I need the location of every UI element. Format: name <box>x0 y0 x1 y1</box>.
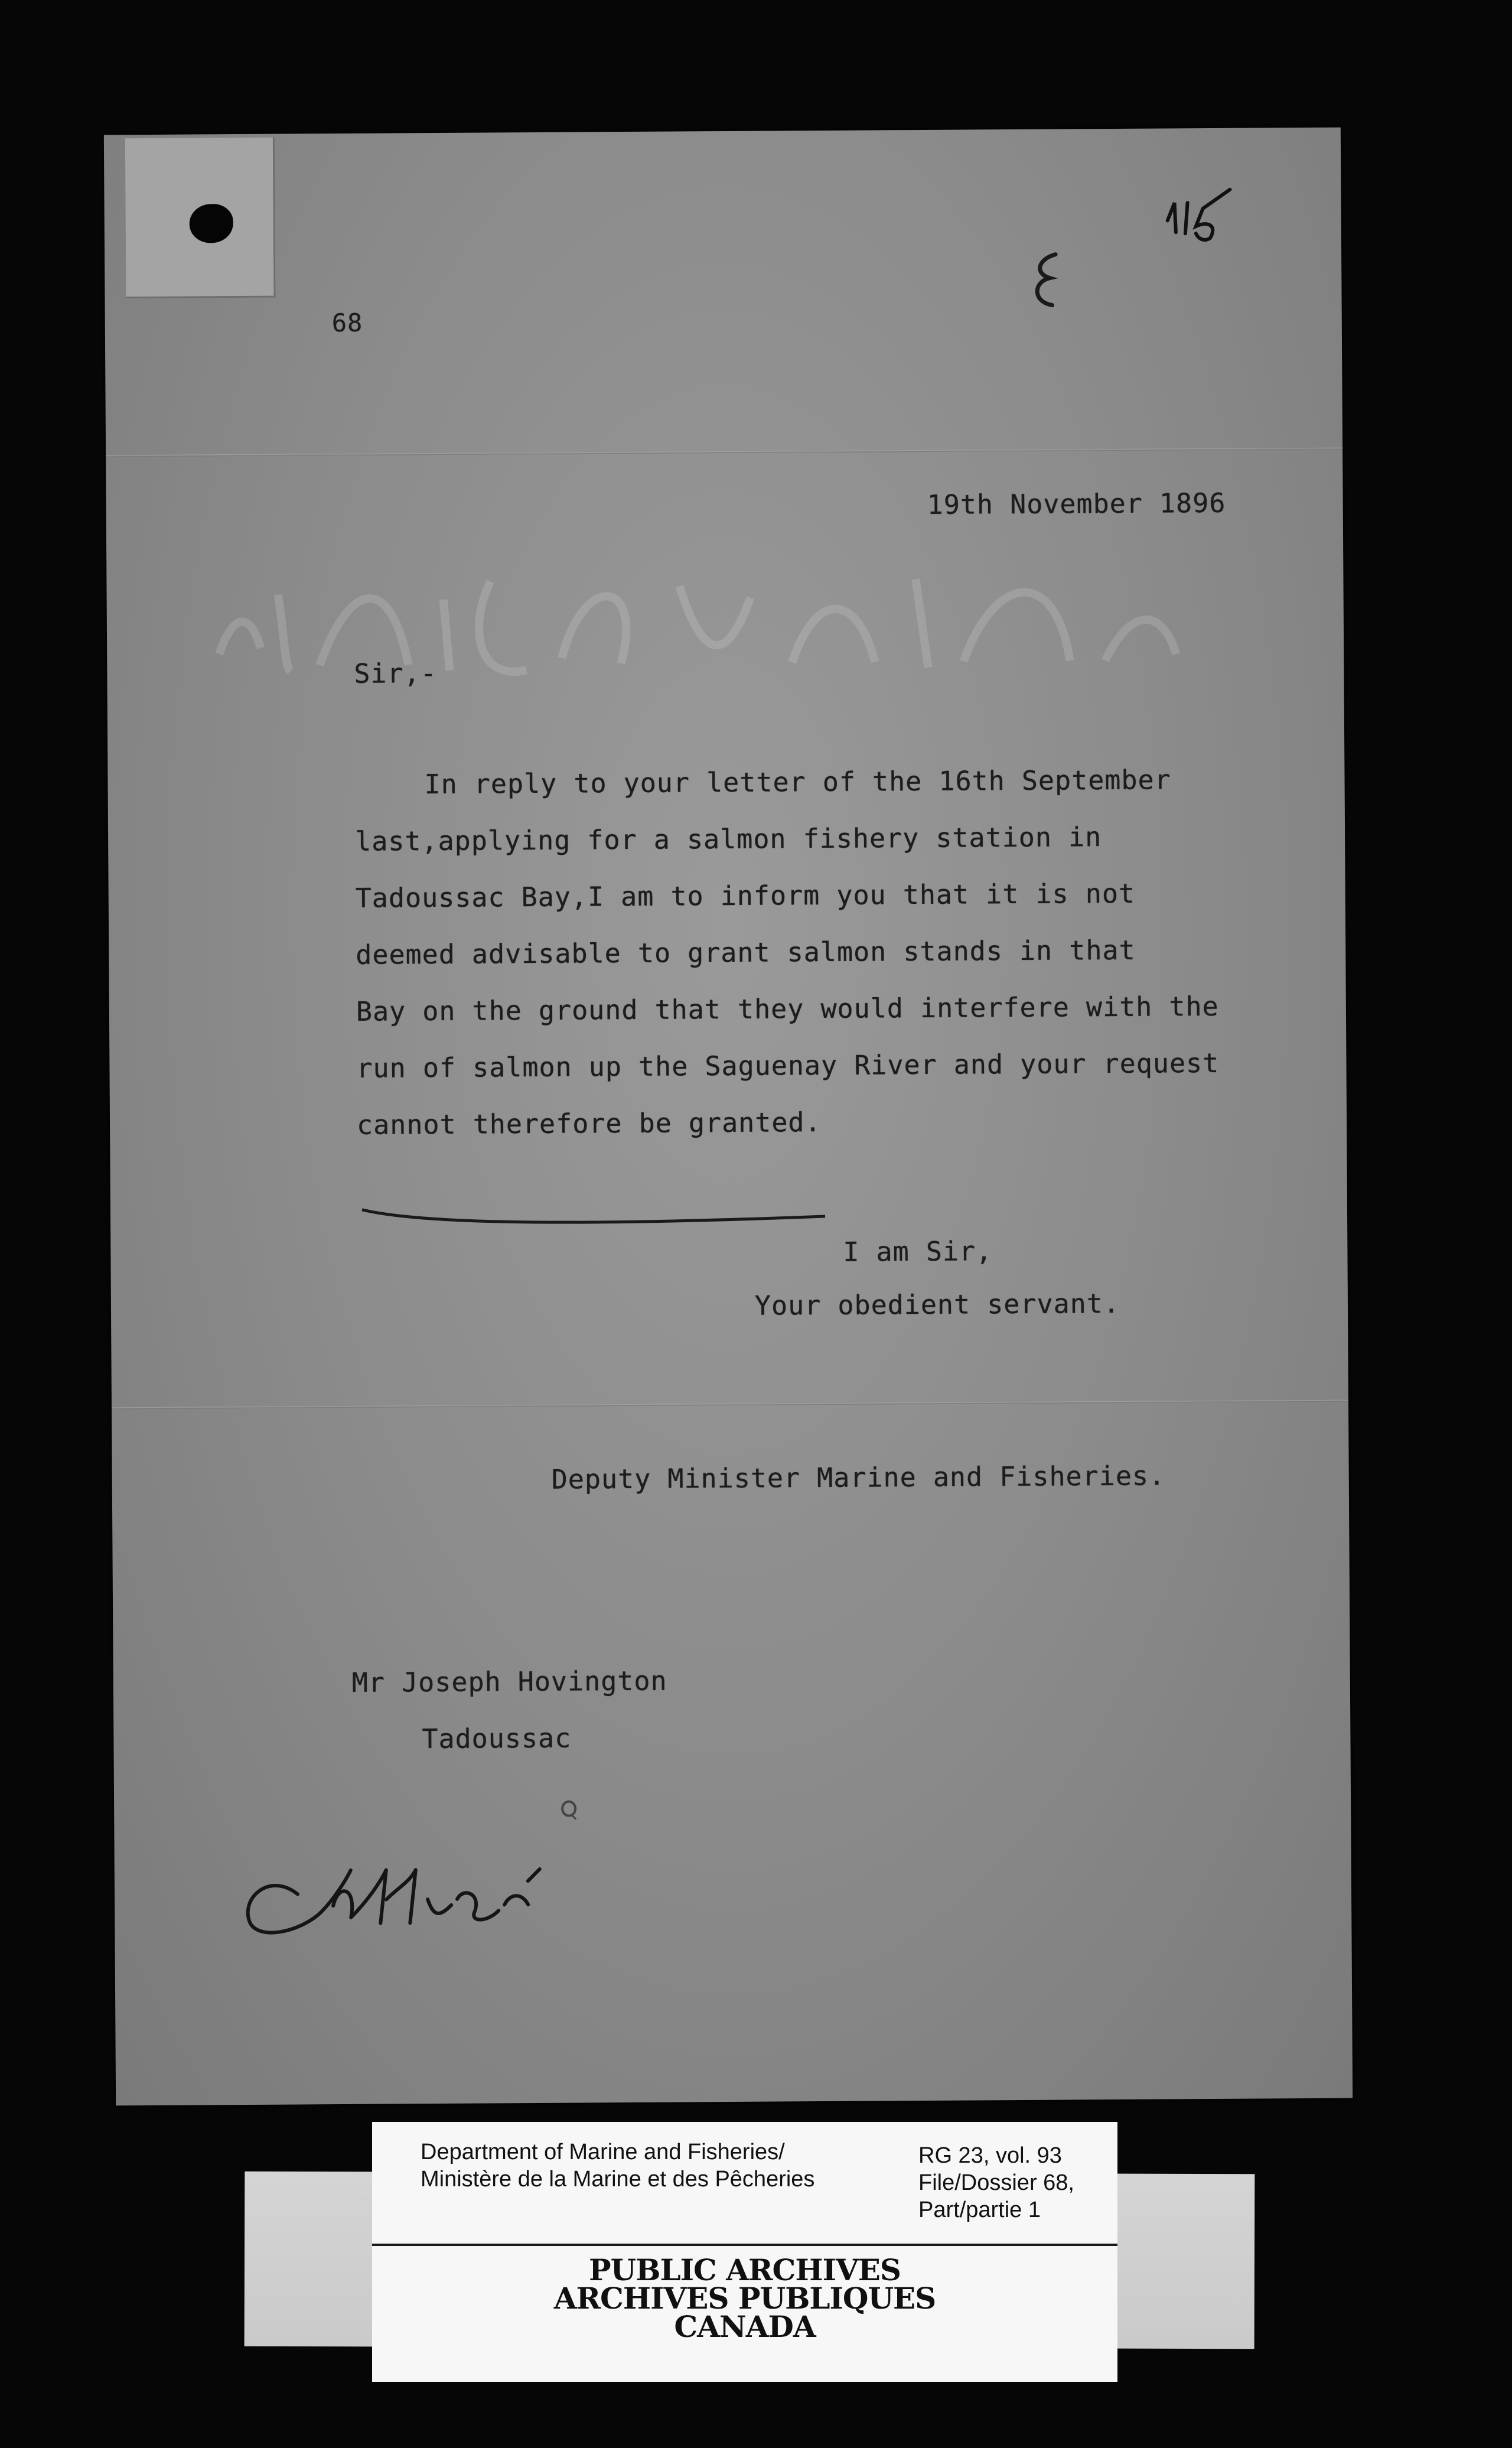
part-reference: Part/partie 1 <box>918 2198 1041 2222</box>
closing-line: Your obedient servant. <box>754 1287 1120 1321</box>
archives-stamp-line: PUBLIC ARCHIVES <box>589 2252 901 2287</box>
addressee-place: Tadoussac <box>422 1722 572 1755</box>
file-number: 68 <box>331 308 363 338</box>
letter-page <box>104 128 1353 2106</box>
label-divider <box>372 2244 1117 2246</box>
archives-stamp-line: ARCHIVES PUBLIQUES <box>553 2281 936 2316</box>
signatory-title: Deputy Minister Marine and Fisheries. <box>551 1460 1166 1495</box>
body-line: run of salmon up the Saguenay River and your request <box>356 1047 1220 1084</box>
body-line: last,applying for a salmon fishery station in <box>354 821 1102 857</box>
faint-letterhead-bleedthrough <box>195 542 1200 689</box>
salutation: Sir,- <box>354 657 438 689</box>
archives-stamp-line: CANADA <box>674 2309 816 2344</box>
pencil-mark <box>1026 247 1068 312</box>
fold-line <box>112 1400 1348 1409</box>
handwritten-folio-number <box>1161 179 1244 245</box>
archive-label <box>372 2122 1117 2382</box>
department-french: Ministère de la Marine et des Pêcheries <box>421 2167 815 2192</box>
file-reference: File/Dossier 68, <box>918 2170 1074 2195</box>
handwritten-signature <box>233 1845 576 1954</box>
department-english: Department of Marine and Fisheries/ <box>421 2140 785 2164</box>
body-line: cannot therefore be granted. <box>356 1106 822 1141</box>
fold-line <box>106 448 1342 457</box>
record-group-reference: RG 23, vol. 93 <box>918 2143 1062 2168</box>
closing-line: I am Sir, <box>843 1235 993 1268</box>
body-line: In reply to your letter of the 16th September <box>424 764 1171 800</box>
handwritten-underline <box>359 1199 831 1231</box>
pencil-circle <box>558 1798 579 1822</box>
body-line: deemed advisable to grant salmon stands in that <box>356 934 1136 971</box>
body-line: Bay on the ground that they would interfere with the <box>356 990 1219 1027</box>
letter-date: 19th November 1896 <box>927 487 1226 520</box>
body-line: Tadoussac Bay,I am to inform you that it is not <box>355 877 1136 914</box>
punch-hole <box>190 204 233 243</box>
addressee-name: Mr Joseph Hovington <box>351 1665 667 1698</box>
